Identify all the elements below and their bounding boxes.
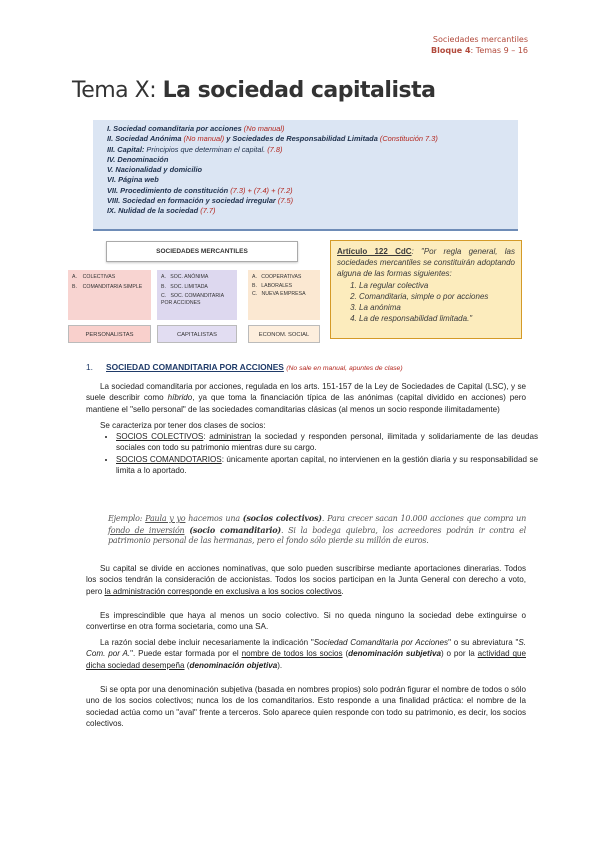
- diagram-group-personalistas: A. COLECTIVAS B. COMANDITARIA SIMPLE: [68, 270, 151, 320]
- page-title: [72, 78, 435, 103]
- title-prefix: Tema X:: [72, 78, 163, 103]
- societies-diagram: [66, 241, 324, 347]
- paragraph: Es imprescindible que haya al menos un socio colectivo. Si no queda ninguno la sociedad debe extinguirse o convertirse en otra forma societaria, como una SA.: [86, 611, 526, 632]
- index-item: II. Sociedad Anónima (No manual) y Sociedades de Responsabilidad Limitada (Constitución 7.3): [107, 134, 438, 144]
- section-note: (No sale en manual, apuntes de clase): [286, 365, 403, 372]
- header-subject: Sociedades mercantiles: [432, 35, 528, 44]
- section-title: SOCIEDAD COMANDITARIA POR ACCIONES: [106, 362, 284, 372]
- section-heading: [86, 362, 403, 372]
- example-note: Ejemplo: Paula y yo hacemos una (socios colectivos). Para crecer sacan 10.000 acciones que compra un fondo de inversión (socio comanditario). Si la bodega quiebra, los acreedores podrán ir contra el patrimonio personal de las hermanas, pero el fondo sólo pierde su millón de euros.: [108, 513, 527, 545]
- article-list: [337, 280, 515, 324]
- list-item: 2. Comanditaria, simple o por acciones: [359, 291, 515, 302]
- paragraph: Su capital se divide en acciones nominativas, que solo pueden suscribirse mediante aportaciones dinerarias. Todos los socios tendrán la consideración de accionistas. Todos los socios participan en la Junta General con derecho a voto, pero la administración corresponde en exclusiva a los socios colectivos.: [86, 564, 526, 596]
- diagram-label: PERSONALISTAS: [68, 325, 151, 343]
- index-item: VII. Procedimiento de constitución (7.3) + (7.4) + (7.2): [107, 185, 293, 195]
- list-item: 4. La de responsabilidad limitada.": [359, 313, 515, 324]
- title-main: La sociedad capitalista: [162, 78, 436, 103]
- index-item: VIII. Sociedad en formación y sociedad irregular (7.5): [107, 196, 294, 206]
- paragraph: Se caracteriza por tener dos clases de socios:: [100, 421, 266, 430]
- page-header: [431, 34, 528, 56]
- index-item: I. Sociedad comanditaria por acciones (No manual): [107, 124, 285, 133]
- article-ref: Artículo 122 CdC: [337, 247, 412, 256]
- article-intro: : "Por regla general, las sociedades mercantiles se constituirán adoptando alguna de las formas siguientes:: [337, 247, 515, 278]
- paragraph: La sociedad comanditaria por acciones, regulada en los arts. 151-157 de la Ley de Sociedades de Capital (LSC), y se suele describir como híbrido, ya que toma la financiación típica de las anónimas (capital dividido en acciones) pero mantiene el "sello personal" de las sociedades comanditarias clásicas (al menos un socio responde ilimitadamente): [86, 382, 526, 414]
- paragraph: La razón social debe incluir necesariamente la indicación "Sociedad Comanditaria por Acciones" o su abreviatura "S. Com. por A.". Puede estar formada por el nombre de todos los socios (denominación subjetiva) o por la actividad que dicha sociedad desempeña (denominación objetiva).: [86, 638, 526, 670]
- article-callout: [330, 240, 522, 339]
- header-block: [431, 45, 528, 56]
- header-block-range: : Temas 9 – 16: [470, 46, 528, 55]
- paragraph: Si se opta por una denominación subjetiva (basada en nombres propios) solo podrán figurar el nombre de todos o sólo uno de los socios colectivos; nunca los de los comanditarios. Esto responde a una finalidad práctica: el nombre de la sociedad actúa como un "aval" frente a terceros. Solo aparece quien responde con todo su patrimonio, es decir, los socios colectivos.: [86, 685, 526, 728]
- header-block-label: Bloque 4: [431, 46, 471, 55]
- diagram-label: ECONOM. SOCIAL: [248, 325, 320, 343]
- index-item: III. Capital: Principios que determinan el capital. (7.8): [107, 144, 283, 154]
- diagram-group-capitalistas: A. SOC. ANÓNIMA B. SOC. LIMITADA C. SOC. COMANDITARIA POR ACCIONES: [157, 270, 237, 320]
- index-item: IV. Denominación: [107, 154, 169, 164]
- list-item: • SOCIOS COMANDOTARIOS: únicamente aportan capital, no intervienen en la gestión diaria y su responsabilidad se limita a lo aportado.: [116, 454, 538, 477]
- diagram-root: SOCIEDADES MERCANTILES: [106, 241, 298, 262]
- list-item: 3. La anónima: [359, 302, 515, 313]
- index-item: IX. Nulidad de la sociedad (7.7): [107, 206, 216, 216]
- diagram-group-economia-social: A. COOPERATIVAS B. LABORALES C. NUEVA EMPRESA: [248, 270, 320, 320]
- diagram-label: CAPITALISTAS: [157, 325, 237, 343]
- list-item: • SOCIOS COLECTIVOS: administran la sociedad y responden personal, ilimitada y solidariamente de las deudas sociales con todo su patrimonio mientras dure su cargo.: [116, 431, 538, 454]
- index-item: V. Nacionalidad y domicilio: [107, 165, 203, 175]
- section-number: 1.: [86, 362, 93, 372]
- index-item: VI. Página web: [107, 175, 159, 185]
- index-box: [93, 120, 518, 231]
- partners-list: [104, 431, 538, 476]
- list-item: 1. La regular colectiva: [359, 280, 515, 291]
